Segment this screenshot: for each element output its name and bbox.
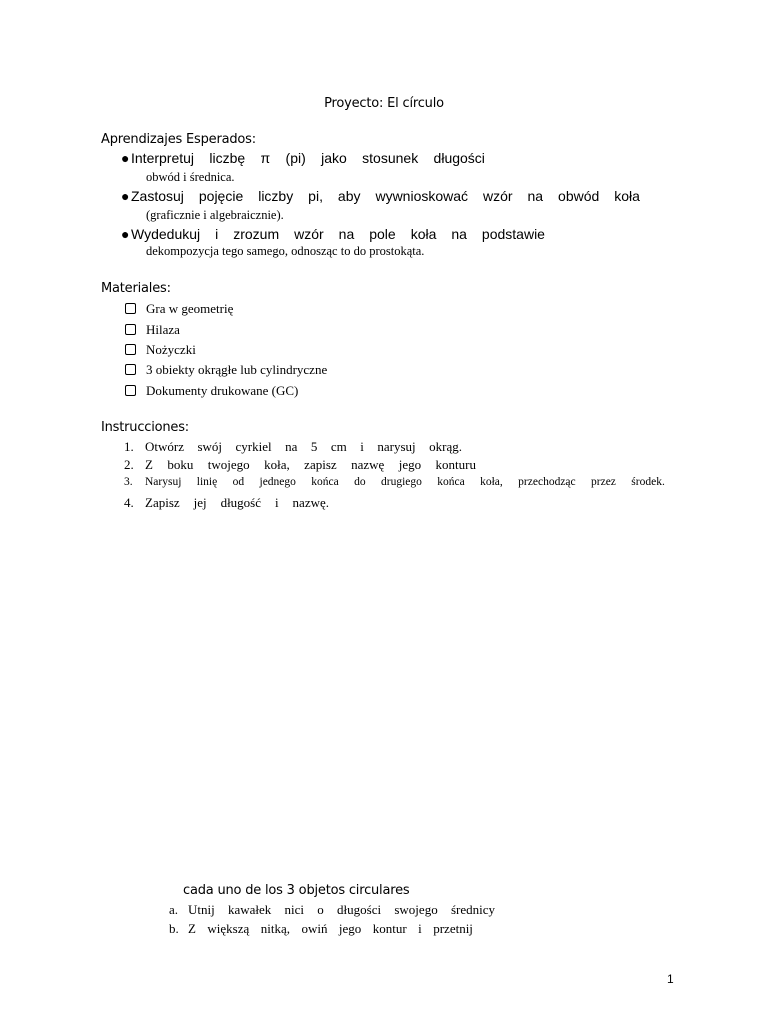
word: nazwę.	[292, 495, 329, 510]
word: długość	[220, 495, 262, 510]
word: okrąg.	[429, 439, 462, 454]
word: średnicy	[450, 902, 495, 917]
instruction-step-2	[124, 457, 476, 473]
instruction-step-4	[124, 495, 329, 511]
checkbox-icon[interactable]	[125, 364, 136, 375]
word: i	[418, 921, 422, 936]
material-item[interactable]	[125, 362, 328, 378]
material-item[interactable]	[125, 301, 234, 317]
word: nitką,	[260, 921, 290, 936]
word: Utnij	[188, 902, 215, 917]
word: narysuj	[377, 439, 416, 454]
word: koła,	[264, 457, 290, 472]
word: konturu	[435, 457, 476, 472]
outcome-1-line2: obwód i średnica.	[146, 170, 235, 184]
word: Zastosuj	[131, 188, 184, 204]
learning-outcome-1	[121, 150, 485, 186]
word: swojego	[394, 902, 438, 917]
checkbox-icon[interactable]	[125, 385, 136, 396]
word: długości	[337, 902, 382, 917]
word: na	[451, 226, 467, 242]
word: koła	[410, 226, 437, 242]
word: kawałek	[227, 902, 272, 917]
word: zapisz	[304, 457, 337, 472]
word: koła	[614, 188, 640, 204]
word: większą	[207, 921, 250, 936]
word: Otwórz	[145, 439, 184, 454]
step-number: 2.	[124, 457, 134, 472]
word: stosunek	[362, 150, 419, 166]
item-letter: b.	[169, 921, 179, 936]
word: przechodząc	[518, 476, 576, 488]
word: Z	[145, 457, 153, 472]
learning-outcomes-heading: Aprendizajes Esperados:	[101, 132, 256, 147]
word: przez	[591, 476, 616, 488]
word: π	[260, 150, 271, 166]
word: nazwę	[351, 457, 385, 472]
learning-outcome-2	[121, 188, 640, 224]
word: od	[232, 476, 245, 488]
bullet-icon: ●	[121, 188, 130, 204]
word: aby	[337, 188, 361, 204]
word: na	[527, 188, 544, 204]
material-item[interactable]	[125, 383, 299, 399]
materials-heading: Materiales:	[101, 281, 171, 296]
word: (pi)	[285, 150, 306, 166]
word: Z	[188, 921, 196, 936]
page-title: Proyecto: El círculo	[324, 96, 444, 111]
word: twojego	[207, 457, 250, 472]
bullet-icon: ●	[121, 226, 130, 242]
word: końca	[437, 476, 465, 488]
circular-item-a	[169, 902, 495, 918]
word: na	[285, 439, 298, 454]
word: długości	[433, 150, 485, 166]
word: i	[360, 439, 364, 454]
word: linię	[196, 476, 218, 488]
item-letter: a.	[169, 902, 179, 917]
learning-outcome-3	[121, 226, 545, 262]
word: przetnij	[433, 921, 473, 936]
word: jego	[338, 921, 362, 936]
outcome-2-line1	[131, 188, 640, 204]
instruction-step-3	[124, 476, 665, 492]
step-number: 1.	[124, 439, 134, 454]
word: jednego	[259, 476, 296, 488]
word: swój	[197, 439, 223, 454]
word: owiń	[301, 921, 328, 936]
word: wzór	[483, 188, 513, 204]
material-label: Gra w geometrię	[146, 301, 234, 316]
instructions-heading: Instrucciones:	[101, 420, 189, 435]
word: obwód	[558, 188, 600, 204]
word: cyrkiel	[235, 439, 272, 454]
material-label: 3 obiekty okrągłe lub cylindryczne	[146, 362, 328, 377]
word: zrozum	[233, 226, 280, 242]
word: Narysuj	[145, 476, 182, 488]
word: kontur	[372, 921, 407, 936]
word: nici	[284, 902, 305, 917]
word: Zapisz	[145, 495, 180, 510]
outcome-3-line1	[131, 226, 545, 242]
word: podstawie	[481, 226, 545, 242]
page-number: 1	[667, 972, 674, 986]
word: wywnioskować	[375, 188, 469, 204]
word: pi,	[308, 188, 323, 204]
word: środek.	[631, 476, 665, 488]
step-number: 4.	[124, 495, 134, 510]
material-label: Hilaza	[146, 322, 180, 337]
outcome-2-line2: (graficznie i algebraicznie).	[146, 208, 284, 222]
word: boku	[167, 457, 194, 472]
word: jego	[398, 457, 422, 472]
step-number: 3.	[124, 476, 133, 488]
bullet-icon: ●	[121, 150, 130, 166]
outcome-3-line2: dekompozycja tego samego, odnosząc to do prostokąta.	[146, 244, 425, 258]
circular-objects-heading: cada uno de los 3 objetos circulares	[183, 883, 410, 898]
word: do	[354, 476, 366, 488]
word: jej	[193, 495, 207, 510]
material-label: Dokumenty drukowane (GC)	[146, 383, 299, 398]
word: Wydedukuj	[131, 226, 201, 242]
outcome-1-line1	[131, 150, 485, 166]
checkbox-icon[interactable]	[125, 344, 136, 355]
word: jako	[321, 150, 347, 166]
material-item[interactable]	[125, 342, 196, 358]
word: drugiego	[381, 476, 422, 488]
word: cm	[330, 439, 347, 454]
word: końca	[311, 476, 339, 488]
word: na	[338, 226, 355, 242]
word: pojęcie	[198, 188, 244, 204]
word: o	[317, 902, 324, 917]
circular-item-b	[169, 921, 473, 937]
material-item[interactable]	[125, 322, 180, 338]
word: liczbę	[209, 150, 246, 166]
checkbox-icon[interactable]	[125, 324, 136, 335]
word: koła,	[480, 476, 503, 488]
instruction-step-1	[124, 439, 462, 455]
word: wzór	[294, 226, 324, 242]
word: Interpretuj	[131, 150, 195, 166]
word: liczby	[258, 188, 294, 204]
word: i	[274, 495, 279, 510]
material-label: Nożyczki	[146, 342, 196, 357]
word: 5	[310, 439, 318, 454]
word: pole	[369, 226, 396, 242]
word: i	[215, 226, 219, 242]
checkbox-icon[interactable]	[125, 303, 136, 314]
